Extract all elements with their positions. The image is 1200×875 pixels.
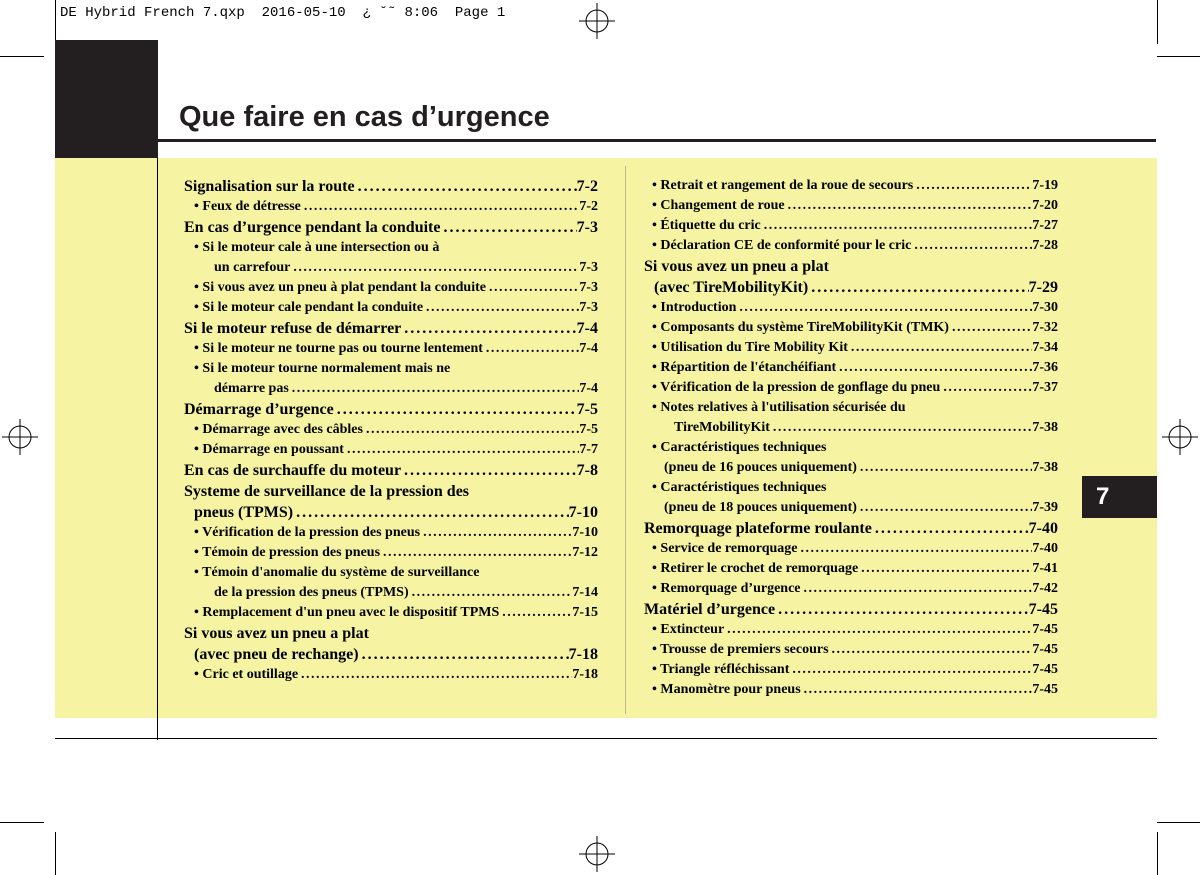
toc-entry[interactable] [644, 256, 1058, 277]
toc-entry-title: • Remplacement d'un pneu avec le dispositif TPMS [194, 605, 500, 620]
toc-entry[interactable] [184, 420, 598, 440]
toc-entry-title: • Si vous avez un pneu à plat pendant la conduite [194, 280, 486, 295]
toc-leader [801, 680, 1033, 700]
toc-entry-title: • Témoin de pression des pneus [194, 545, 381, 560]
toc-entry-title: En cas de surchauffe du moteur [184, 462, 402, 479]
toc-entry-title: • Si le moteur cale à une intersection ou à [194, 240, 440, 255]
toc-entry[interactable] [644, 398, 1058, 418]
toc-entry[interactable] [644, 498, 1058, 518]
toc-entry-title: • Utilisation du Tire Mobility Kit [652, 340, 848, 355]
toc-entry[interactable] [644, 680, 1058, 700]
toc-leader [761, 216, 1033, 236]
toc-leader [858, 559, 1032, 579]
print-slug: DE Hybrid French 7.qxp 2016-05-10 ¿ ˘˜ 8:06 Page 1 [60, 5, 506, 21]
toc-entry-title: Si vous avez un pneu a plat [184, 625, 369, 642]
toc-entry-title: • Témoin d'anomalie du système de surveillance [194, 565, 480, 580]
toc-entry-title: (avec TireMobilityKit) [654, 279, 809, 296]
toc-page-number: 7-3 [579, 300, 598, 315]
toc-page-number: 7-10 [568, 504, 598, 521]
toc-page-number: 7-45 [1028, 601, 1058, 618]
toc-entry-title: • Trousse de premiers secours [652, 642, 829, 657]
toc-page-number: 7-37 [1032, 380, 1058, 395]
toc-entry[interactable] [644, 176, 1058, 196]
toc-entry-title: • Si le moteur cale pendant la conduite [194, 300, 424, 315]
toc-page-number: 7-45 [1032, 642, 1058, 657]
toc-leader [486, 278, 579, 298]
toc-leader [363, 420, 579, 440]
toc-entry[interactable] [184, 258, 598, 278]
toc-entry[interactable] [644, 358, 1058, 378]
toc-leader [913, 176, 1032, 196]
toc-entry-title: (pneu de 18 pouces uniquement) [664, 500, 857, 515]
toc-page-number: 7-10 [572, 525, 598, 540]
toc-page-number: 7-45 [1032, 682, 1058, 697]
toc-page-number: 7-4 [579, 381, 598, 396]
toc-page-number: 7-15 [572, 605, 598, 620]
toc-leader [808, 277, 1028, 298]
toc-page-number: 7-4 [579, 341, 598, 356]
toc-page-number: 7-30 [1032, 300, 1058, 315]
toc-entry[interactable] [644, 518, 1058, 539]
toc-leader [499, 603, 572, 623]
toc-entry-title: • Déclaration CE de conformité pour le cric [652, 238, 912, 253]
registration-mark-icon [1162, 419, 1198, 455]
toc-entry[interactable] [644, 438, 1058, 458]
toc-leader [775, 599, 1029, 620]
toc-entry-title: • Étiquette du cric [652, 218, 761, 233]
toc-entry[interactable] [184, 623, 598, 644]
toc-leader [801, 579, 1033, 599]
toc-page-number: 7-32 [1032, 320, 1058, 335]
toc-page-number: 7-39 [1032, 500, 1058, 515]
toc-entry[interactable] [184, 399, 598, 420]
toc-leader [344, 440, 579, 460]
toc-entry[interactable] [184, 298, 598, 318]
toc-entry-title: Démarrage d’urgence [184, 401, 334, 418]
toc-page-number: 7-2 [576, 178, 598, 195]
toc-leader [829, 640, 1033, 660]
toc-leader [857, 458, 1032, 478]
toc-entry[interactable] [644, 660, 1058, 680]
toc-entry-title: En cas d’urgence pendant la conduite [184, 219, 441, 236]
toc-entry-title: • Vérification de la pression des pneus [194, 525, 421, 540]
toc-entry[interactable] [184, 359, 598, 379]
toc-entry[interactable] [184, 460, 598, 481]
toc-entry-title: • Si le moteur tourne normalement mais ne [194, 361, 451, 376]
toc-leader [770, 418, 1032, 438]
toc-entry[interactable] [184, 644, 598, 665]
toc-leader [940, 378, 1032, 398]
toc-entry[interactable] [184, 481, 598, 502]
toc-page-number: 7-3 [576, 219, 598, 236]
toc-leader [423, 298, 579, 318]
toc-entry[interactable] [184, 197, 598, 217]
toc-entry[interactable] [184, 563, 598, 583]
toc-page-number: 7-8 [576, 462, 598, 479]
toc-entry-title: • Caractéristiques techniques [652, 480, 827, 495]
toc-entry[interactable] [644, 277, 1058, 298]
registration-mark-icon [579, 3, 615, 39]
toc-entry[interactable] [184, 278, 598, 298]
toc-leader [911, 236, 1032, 256]
toc-page-number: 7-2 [579, 199, 598, 214]
toc-page-number: 7-41 [1032, 561, 1058, 576]
toc-entry-title: • Cric et outillage [194, 667, 299, 682]
toc-entry[interactable] [644, 338, 1058, 358]
toc-leader [409, 583, 573, 603]
toc-page-number: 7-34 [1032, 340, 1058, 355]
toc-page-number: 7-42 [1032, 581, 1058, 596]
toc-page-number: 7-4 [576, 320, 598, 337]
toc-entry[interactable] [644, 458, 1058, 478]
toc-right-column [644, 176, 1058, 700]
toc-entry-title: • Remorquage d’urgence [652, 581, 801, 596]
toc-entry-title: Remorquage plateforme roulante [644, 520, 872, 537]
toc-leader [440, 217, 576, 238]
toc-entry[interactable] [184, 318, 598, 339]
toc-entry[interactable] [644, 478, 1058, 498]
header-black-block [55, 40, 158, 158]
toc-entry[interactable] [184, 502, 598, 523]
toc-entry-title: • Caractéristiques techniques [652, 440, 827, 455]
toc-entry[interactable] [644, 579, 1058, 599]
page-title: Que faire en cas d’urgence [179, 101, 550, 133]
toc-entry[interactable] [644, 599, 1058, 620]
registration-mark-icon [579, 836, 615, 872]
toc-entry-title: • Manomètre pour pneus [652, 682, 801, 697]
toc-leader [724, 620, 1032, 640]
toc-entry-title: • Composants du système TireMobilityKit (TMK) [652, 320, 949, 335]
toc-entry[interactable] [184, 523, 598, 543]
crop-mark [1157, 56, 1200, 57]
toc-page-number: 7-38 [1032, 460, 1058, 475]
toc-leader [836, 358, 1032, 378]
toc-entry[interactable] [644, 298, 1058, 318]
toc-page-number: 7-18 [572, 667, 598, 682]
crop-mark [0, 56, 44, 57]
toc-entry[interactable] [184, 379, 598, 399]
crop-mark [1157, 822, 1200, 823]
toc-entry[interactable] [184, 543, 598, 563]
toc-entry[interactable] [184, 603, 598, 623]
toc-entry[interactable] [184, 583, 598, 603]
toc-entry-title: • Répartition de l'étanchéifiant [652, 360, 837, 375]
crop-mark [0, 822, 44, 823]
toc-page-number: 7-19 [1032, 178, 1058, 193]
toc-leader [293, 502, 569, 523]
toc-leader [736, 298, 1032, 318]
toc-page-number: 7-45 [1032, 622, 1058, 637]
toc-entry[interactable] [644, 620, 1058, 640]
toc-entry-title: Systeme de surveillance de la pression des [184, 483, 470, 500]
toc-entry-title: Si vous avez un pneu a plat [644, 258, 829, 275]
toc-leader [401, 318, 576, 339]
toc-entry[interactable] [644, 559, 1058, 579]
toc-page-number: 7-36 [1032, 360, 1058, 375]
toc-entry-title: Matériel d’urgence [644, 601, 776, 618]
toc-page-number: 7-45 [1032, 662, 1058, 677]
toc-entry[interactable] [184, 217, 598, 238]
toc-leader [334, 399, 577, 420]
toc-leader [301, 197, 579, 217]
toc-page-number: 7-3 [579, 260, 598, 275]
toc-entry[interactable] [644, 418, 1058, 438]
toc-entry-title: • Changement de roue [652, 198, 785, 213]
toc-page-number: 7-29 [1028, 279, 1058, 296]
toc-page-number: 7-7 [579, 442, 598, 457]
toc-leader [355, 176, 577, 197]
toc-leader [289, 379, 580, 399]
toc-entry[interactable] [184, 238, 598, 258]
toc-entry-title: • Notes relatives à l'utilisation sécurisée du [652, 400, 906, 415]
toc-entry[interactable] [644, 539, 1058, 559]
toc-leader [401, 460, 577, 481]
toc-leader [359, 644, 569, 665]
toc-leader [949, 318, 1032, 338]
toc-entry-title: • Extincteur [652, 622, 725, 637]
toc-entry-title: • Démarrage avec des câbles [194, 422, 363, 437]
toc-entry[interactable] [644, 318, 1058, 338]
toc-entry[interactable] [644, 196, 1058, 216]
crop-mark [55, 0, 56, 44]
margin-rule [157, 158, 158, 740]
crop-mark [1157, 0, 1158, 44]
toc-entry-title: • Retrait et rangement de la roue de secours [652, 178, 914, 193]
title-rule [158, 139, 1156, 142]
toc-leader [290, 258, 579, 278]
crop-mark [55, 832, 56, 875]
toc-leader [380, 543, 572, 563]
toc-entry-title: TireMobilityKit [674, 420, 770, 435]
toc-entry-title: • Si le moteur ne tourne pas ou tourne lentement [194, 341, 483, 356]
toc-page-number: 7-40 [1028, 520, 1058, 537]
toc-page-number: 7-5 [576, 401, 598, 418]
toc-entry[interactable] [184, 176, 598, 197]
registration-mark-icon [2, 419, 38, 455]
toc-entry[interactable] [184, 665, 598, 685]
crop-mark [1157, 832, 1158, 875]
toc-entry-title: • Triangle réfléchissant [652, 662, 790, 677]
toc-entry-title: pneus (TPMS) [194, 504, 294, 521]
toc-entry[interactable] [184, 339, 598, 359]
toc-entry-title: • Démarrage en poussant [194, 442, 344, 457]
toc-entry[interactable] [644, 640, 1058, 660]
toc-leader [798, 539, 1033, 559]
toc-entry-title: • Feux de détresse [194, 199, 301, 214]
toc-page-number: 7-18 [568, 646, 598, 663]
toc-entry[interactable] [184, 440, 598, 460]
toc-entry-title: • Retirer le crochet de remorquage [652, 561, 859, 576]
toc-page-number: 7-14 [572, 585, 598, 600]
toc-page-number: 7-38 [1032, 420, 1058, 435]
column-divider [625, 166, 626, 714]
toc-page-number: 7-5 [579, 422, 598, 437]
toc-page-number: 7-3 [579, 280, 598, 295]
toc-entry[interactable] [644, 236, 1058, 256]
toc-entry-title: (avec pneu de rechange) [194, 646, 359, 663]
toc-entry-title: Signalisation sur la route [184, 178, 355, 195]
toc-entry-title: démarre pas [214, 381, 289, 396]
toc-leader [420, 523, 572, 543]
toc-entry-title: • Service de remorquage [652, 541, 798, 556]
toc-leader [848, 338, 1032, 358]
chapter-tab: 7 [1082, 476, 1157, 518]
toc-page-number: 7-28 [1032, 238, 1058, 253]
toc-leader [789, 660, 1032, 680]
toc-entry-title: un carrefour [214, 260, 291, 275]
toc-page-number: 7-12 [572, 545, 598, 560]
bottom-rule [55, 738, 1157, 739]
toc-entry[interactable] [644, 378, 1058, 398]
toc-entry-title: • Introduction [652, 300, 737, 315]
toc-entry-title: • Vérification de la pression de gonflage du pneu [652, 380, 941, 395]
toc-page-number: 7-20 [1032, 198, 1058, 213]
toc-leader [857, 498, 1032, 518]
toc-leader [483, 339, 579, 359]
toc-entry[interactable] [644, 216, 1058, 236]
toc-entry-title: de la pression des pneus (TPMS) [214, 585, 409, 600]
toc-entry-title: (pneu de 16 pouces uniquement) [664, 460, 857, 475]
toc-left-column [184, 176, 598, 685]
toc-page-number: 7-27 [1032, 218, 1058, 233]
toc-leader [785, 196, 1033, 216]
toc-entry-title: Si le moteur refuse de démarrer [184, 320, 402, 337]
toc-leader [298, 665, 572, 685]
toc-leader [872, 518, 1029, 539]
toc-page-number: 7-40 [1032, 541, 1058, 556]
